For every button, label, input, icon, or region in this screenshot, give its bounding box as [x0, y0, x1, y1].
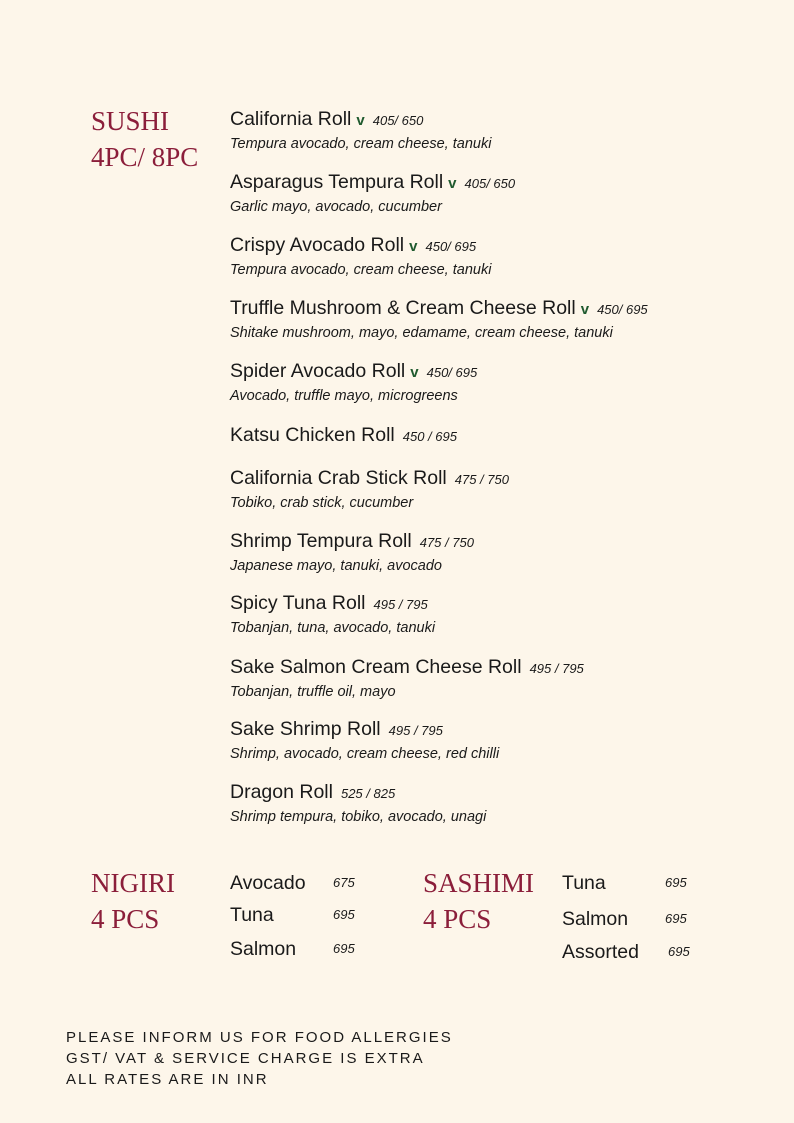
currency-note: ALL RATES ARE IN INR [66, 1071, 269, 1088]
item-name: California Crab Stick Roll [230, 467, 447, 489]
item-description: Tobanjan, tuna, avocado, tanuki [230, 620, 436, 636]
item-description: Japanese mayo, tanuki, avocado [230, 558, 442, 574]
veg-icon: v [448, 175, 457, 192]
item-price: 495 / 795 [388, 723, 443, 738]
item-name: Katsu Chicken Roll [230, 424, 395, 446]
item-name: Crispy Avocado Roll [230, 234, 405, 256]
menu-item-price: 695 [665, 875, 687, 890]
menu-item-price: 695 [668, 944, 690, 959]
item-name-line [230, 717, 499, 743]
veg-icon: v [580, 301, 590, 318]
item-description: Tobiko, crab stick, cucumber [230, 495, 414, 511]
item-price: 450/ 695 [426, 365, 478, 380]
menu-item [230, 655, 584, 702]
allergy-note: PLEASE INFORM US FOR FOOD ALLERGIES [66, 1029, 453, 1046]
item-price: 405/ 650 [464, 176, 516, 191]
menu-item [230, 423, 457, 449]
item-name-line [230, 466, 509, 492]
sushi-title: SUSHI [91, 106, 170, 136]
sashimi-title: SASHIMI [423, 868, 535, 898]
menu-item-price: 695 [333, 907, 355, 922]
menu-item [230, 233, 491, 280]
menu-item-name: Avocado [230, 872, 306, 894]
veg-icon: v [409, 238, 418, 255]
nigiri-section-title [91, 865, 175, 937]
item-name-line [230, 780, 486, 806]
menu-item-price: 695 [665, 911, 687, 926]
item-price: 475 / 750 [454, 472, 509, 487]
menu-item [230, 780, 486, 827]
nigiri-subtitle: 4 PCS [91, 904, 160, 934]
item-name: Spicy Tuna Roll [230, 592, 366, 614]
menu-item-name: Salmon [230, 938, 297, 960]
item-name-line [230, 423, 457, 449]
item-price: 405/ 650 [372, 113, 424, 128]
item-name-line [230, 170, 515, 196]
item-name-line [230, 655, 584, 681]
item-price: 450 / 695 [402, 429, 457, 444]
item-price: 450/ 695 [425, 239, 477, 254]
menu-item [230, 717, 499, 764]
item-description: Tempura avocado, cream cheese, tanuki [230, 262, 492, 278]
sushi-section-title [91, 103, 198, 175]
tax-note: GST/ VAT & SERVICE CHARGE IS EXTRA [66, 1050, 425, 1067]
item-price: 495 / 795 [529, 661, 584, 676]
menu-item-price: 695 [333, 941, 355, 956]
item-name: Sake Shrimp Roll [230, 718, 381, 740]
item-name: Spider Avocado Roll [230, 360, 406, 382]
nigiri-title: NIGIRI [91, 868, 175, 898]
menu-item [230, 296, 648, 343]
menu-item [230, 170, 515, 217]
item-name: California Roll [230, 108, 352, 130]
item-name-line [230, 107, 491, 133]
item-description: Shitake mushroom, mayo, edamame, cream cheese, tanuki [230, 325, 613, 341]
menu-item [230, 466, 509, 513]
item-price: 450/ 695 [597, 302, 648, 317]
item-name: Dragon Roll [230, 781, 333, 803]
item-description: Garlic mayo, avocado, cucumber [230, 199, 442, 215]
item-description: Avocado, truffle mayo, microgreens [230, 388, 458, 404]
sushi-subtitle: 4PC/ 8PC [91, 142, 199, 172]
menu-item-price: 675 [333, 875, 355, 890]
item-name-line [230, 233, 491, 259]
menu-item [230, 107, 491, 154]
veg-icon: v [356, 112, 365, 129]
item-name-line [230, 359, 477, 385]
item-name-line [230, 591, 435, 617]
item-price: 495 / 795 [373, 597, 428, 612]
item-name: Shrimp Tempura Roll [230, 530, 412, 552]
item-description: Shrimp, avocado, cream cheese, red chilli [230, 746, 500, 762]
menu-item-name: Salmon [562, 908, 629, 930]
item-name: Sake Salmon Cream Cheese Roll [230, 656, 522, 678]
menu-item [230, 529, 474, 576]
footer-notes [66, 1027, 453, 1090]
item-name-line [230, 529, 474, 555]
item-description: Tobanjan, truffle oil, mayo [230, 684, 396, 700]
item-name-line [230, 296, 648, 322]
menu-item-name: Tuna [230, 904, 274, 926]
menu-item-name: Tuna [562, 872, 606, 894]
veg-icon: v [410, 364, 419, 381]
item-price: 525 / 825 [340, 786, 396, 801]
item-price: 475 / 750 [419, 535, 474, 550]
sashimi-subtitle: 4 PCS [423, 904, 492, 934]
item-name: Truffle Mushroom & Cream Cheese Roll [230, 297, 576, 319]
item-description: Tempura avocado, cream cheese, tanuki [230, 136, 492, 152]
item-name: Asparagus Tempura Roll [230, 171, 444, 193]
menu-item [230, 359, 477, 406]
sashimi-section-title [423, 865, 534, 937]
item-description: Shrimp tempura, tobiko, avocado, unagi [230, 809, 487, 825]
menu-item [230, 591, 435, 638]
menu-item-name: Assorted [562, 941, 639, 963]
